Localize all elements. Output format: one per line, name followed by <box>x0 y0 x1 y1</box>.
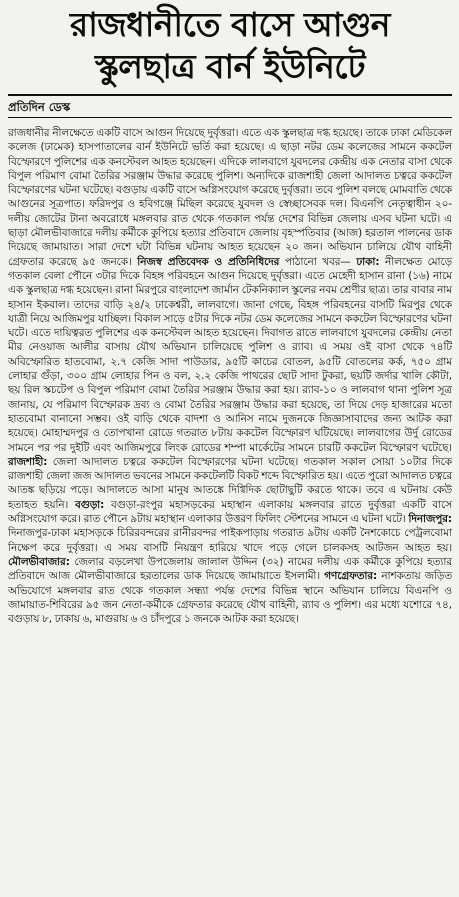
place-moulvibazar: মৌলভীবাজার: <box>8 555 70 568</box>
paragraph-dinajpur: দিনাজপুর-ঢাকা মহাসড়কে চিরিরবন্দরের রানীরবন্দর পাইকপাড়ায় গতরাত ৯টায় একটি নৈশকোচে পেট্রলবোমা নিক্ষেপ করে দুর্বৃত্তরা। এ সময় বাসটি নিয়ন্ত্রণ হারিয়ে খাদে পড়ে গেলে চালকসহ আটজন আহত হয়। <box>8 527 452 554</box>
paragraph-moulvibazar: জেলার বড়লেখা উপজেলায় জালাল উদ্দিন (৩২) নামের দলীয় এক কর্মীকে কুপিয়ে হত্যার প্রতিবাদে আজ মৌলভীবাজারে হরতালের ডাক দিয়েছে জামায়াতে ইসলামী। <box>8 555 452 583</box>
byline: প্রতিদিন ডেস্ক <box>8 100 71 114</box>
place-bogura: বগুড়া: <box>74 498 105 511</box>
place-rajshahi: রাজশাহী: <box>8 455 48 468</box>
paragraph-dhaka: নীলক্ষেত মোড়ে গতকাল বেলা পৌনে ৩টার দিকে বিহঙ্গ পরিবহনে আগুন দিয়েছে দুর্বৃত্তরা। এতে মেহেদী হাসান রানা (১৬) নামে এক স্কুলছাত্র দগ্ধ হয়েছেন। রানা মিরপুরে বাংলাদেশ জার্মান টেকনিক্যাল স্কুলের নবম শ্রেণীর ছাত্র। তার বাবার নাম হাসান ইকবাল। তাদের বাড়ি ২৪/২ ঢাকেশ্বরী, লালবাগে। জানা গেছে, বিহঙ্গ পরিবহনের বাসটি মিরপুর থেকে যাত্রী নিয়ে আজিমপুর যাচ্ছিল। বিকাল সাড়ে ৫টার দিকে নটর ডেম কলেজের সামনে ককটেল বিস্ফোরণের ঘটনা ঘটে। এতে দায়িত্বরত পুলিশের এক কনস্টেবল আহত হয়েছেন। দিবাগত রাতে লালবাগে যুবদলের কেন্দ্রীয় নেতা মীর নেওয়াজ আলীর বাসায় যৌথ অভিযান চালিয়েছে পুলিশ ও র‌্যাব। এ সময় ওই বাসা থেকে ৭৪টি অবিস্ফোরিত হাতবোমা, ২.৭ কেজি সাদা পাউডার, ৯৫টি কাচের বোতল, ৯৫টি বোতলের কর্ক, ৭৫০ গ্রাম লোহার গুঁড়া, ৩০০ গ্রাম লোহার পিন ও বল, ২.২ কেজি পাথরের ছোট সাদা টুকরা, ছয়টি জর্দার খালি কৌটা, ছয় রিল স্কচটেপ ও বিপুল পরিমাণ বোমা তৈরির সরঞ্জাম উদ্ধার করা হয়। র‌্যাব-১০ ও লালবাগ থানা পুলিশ সূত্র জানায়, যে পরিমাণ বিস্ফোরক দ্রব্য ও বোমা তৈরির সরঞ্জাম উদ্ধার করা হয়েছে, তা দিয়ে দেড় হাজারের মতো হাতবোমা বানানো সম্ভব। ওই বাড়ি থেকে বাদশা ও আনিস নামে দুজনকে জিজ্ঞাসাবাদের জন্য আটক করা হয়েছে। মোহাম্মদপুর ও তোপখানা রোডে গতরাত ৮টায় ককটেল বিস্ফোরণ ঘটিয়েছে। লালবাগের উর্দু রোডের সামনে পর পর দুইটি এবং আজিমপুরে লিংক রোডের শম্পা মার্কেটের সামনে চারটি ককটেল বিস্ফোরণ ঘটেছে। <box>8 255 452 454</box>
place-arrest: গণগ্রেফতার: <box>324 570 378 583</box>
paragraph-bogura: বগুড়া-রংপুর মহাসড়কের মহাস্থান এলাকায় মঙ্গলবার রাতে দুর্বৃত্তরা একটি বাসে অগ্নিসংযোগ করে। রাত পৌনে ৯টায় মহাস্থান এলাকার উত্তরণ ফিলিং স্টেশনের সামনে এ ঘটনা ঘটে। <box>8 498 452 526</box>
headline-line-2: স্কুলছাত্র বার্ন ইউনিটে <box>94 47 366 86</box>
paragraph-intro: রাজধানীর নীলক্ষেতে একটি বাসে আগুন দিয়েছে দুর্বৃত্তরা। এতে এক স্কুলছাত্র দগ্ধ হয়েছে। তাকে ঢাকা মেডিকেল কলেজ (ঢামেক) হাসপাতালের বার্ন ইউনিটে ভর্তি করা হয়েছে। এ ছাড়া নটর ডেম কলেজের সামনে ককটেল বিস্ফোরণে পুলিশের এক কনস্টেবল আহত হয়েছেন। এদিকে লালবাগে যুবদলের কেন্দ্রীয় এক নেতার বাসা থেকে বিপুল পরিমাণ বোমা তৈরির সরঞ্জাম উদ্ধার করেছে পুলিশ। অন্যদিকে রাজশাহী জেলা আদালত চত্বরে ককটেল বিস্ফোরণের ঘটনা ঘটেছে। বগুড়ায় একটি বাসে অগ্নিসংযোগ করেছে দুর্বৃত্তরা। তবে পুলিশ বলছে মোমবাতি থেকে আগুনের সূত্রপাত। ফরিদপুর ও হবিগঞ্জে মিছিল করেছে যুবদল ও স্বেচ্ছাসেবক দল। বিএনপি নেতৃত্বাধীন ২০-দলীয় জোটের টানা অবরোধে মঙ্গলবার রাত থেকে গতকাল পর্যন্ত দেশের বিভিন্ন জেলায় এসব ঘটনা ঘটে। এ ছাড়া মৌলভীবাজারে দলীয় কর্মীকে কুপিয়ে হত্যার প্রতিবাদে জেলায় বৃহস্পতিবার (আজ) হরতাল পালনের ডাক দিয়েছে জামায়াত। সারা দেশে ঘটা বিভিন্ন ঘটনায় আহত হয়েছেন ২০ জন। অভিযান চালিয়ে যৌথ বাহিনী গ্রেফতার করেছে ৯৫ জনকে। <box>8 127 452 268</box>
article-body <box>8 126 452 626</box>
headline-rule <box>8 94 452 96</box>
paragraph-arrest: নাশকতায় জড়িত অভিযোগে মঙ্গলবার রাত থেকে গতকাল সন্ধ্যা পর্যন্ত দেশের বিভিন্ন স্থানে অভিযান চালিয়ে বিএনপি ও জামায়াত-শিবিরের ৯৫ জন নেতা-কর্মীকে গ্রেফতার করেছে যৌথ বাহিনী, র‌্যাব ও পুলিশ। এর মধ্যে যশোরে ৭৪, বগুড়ায় ৮, ঢাকায় ৬, মাগুরায় ৬ ও চাঁদপুরে ১ জনকে আটক করা হয়েছে। <box>8 570 452 626</box>
headline-line-1: রাজধানীতে বাসে আগুন <box>70 5 390 44</box>
headline <box>8 4 452 88</box>
place-dinajpur: দিনাজপুর: <box>408 513 452 526</box>
byline-rule <box>8 117 452 118</box>
dateline-suffix: পাঠানো খবর— <box>284 255 351 268</box>
paragraph-rajshahi: জেলা আদালত চত্বরে ককটেল বিস্ফোরণের ঘটনা ঘটেছে। গতকাল সকাল সোয়া ১০টার দিকে রাজশাহী জেলা জজ আদালত ভবনের সামনে ককটেলটি বিকট শব্দে বিস্ফোরিত হয়। এতে পুরো আদালত চত্বরে আতঙ্ক ছড়িয়ে পড়ে। আদালতে আসা মানুষ আতঙ্কে দিগ্বিদিক ছোটাছুটি করতে থাকে। তবে এ ঘটনায় কেউ হতাহত হয়নি। <box>8 455 452 511</box>
place-dhaka: ঢাকা: <box>356 255 380 268</box>
dateline: নিজস্ব প্রতিবেদক ও প্রতিনিধিদের <box>137 255 280 268</box>
